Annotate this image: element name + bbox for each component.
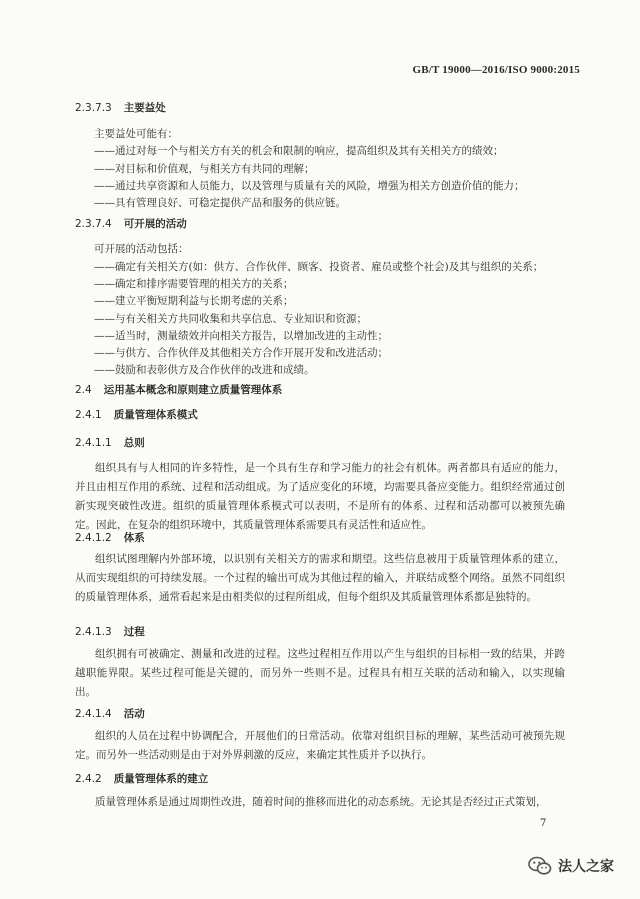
paragraph-process: 组织拥有可被确定、测量和改进的过程。这些过程相互作用以产生与组织的目标相一致的结果，并跨越职能界限。某些过程可能是关键的，而另外一些则不是。过程具有相互关联的活动和输入，以实现输出。 (75, 648, 565, 698)
paragraph-activities: 组织的人员在过程中协调配合，开展他们的日常活动。依靠对组织目标的理解，某些活动可被预先规定。而另外一些活动则是由于对外界刺激的反应，来确定其性质并予以执行。 (75, 730, 565, 761)
section-heading-2-3-7-3 (75, 100, 166, 115)
section-heading-2-4-1-4 (75, 706, 145, 721)
section-heading-2-4-1 (75, 407, 198, 422)
list-item: ——确定和排序需要管理的相关方的关系； (94, 278, 294, 290)
section-number: 2.3.7.3 (75, 102, 112, 114)
list-item: ——与供方、合作伙伴及其他相关方合作开展开发和改进活动； (94, 347, 388, 359)
watermark-text: 法人之家 (558, 859, 614, 875)
section-number: 2.4.1 (75, 409, 102, 421)
paragraph-establishment: 质量管理体系是通过周期性改进，随着时间的推移而进化的动态系统。无论其是否经过正式策划， (95, 796, 547, 808)
section-number: 2.4.2 (75, 773, 102, 785)
section-heading-2-4-2 (75, 771, 208, 786)
list-item: ——通过对每一个与相关方有关的机会和限制的响应，提高组织及其有关相关方的绩效； (94, 145, 504, 157)
list-item: ——具有管理良好、可稳定提供产品和服务的供应链。 (94, 197, 346, 209)
section-title: 活动 (123, 708, 145, 720)
page-number: 7 (540, 818, 547, 829)
section-number: 2.4.1.1 (75, 437, 112, 449)
section-number: 2.4.1.3 (75, 626, 112, 638)
list-item: ——鼓励和表彰供方及合作伙伴的改进和成绩。 (94, 364, 315, 376)
list-item: ——对目标和价值观，与相关方有共同的理解； (94, 163, 315, 175)
section-number: 2.4.1.4 (75, 708, 112, 720)
section-title: 体系 (123, 532, 145, 544)
list-item: ——通过共享资源和人员能力，以及管理与质量有关的风险，增强为相关方创造价值的能力； (94, 180, 525, 192)
section-heading-2-4 (75, 382, 282, 397)
wechat-icon (528, 856, 552, 876)
list-item: ——与有关相关方共同收集和共享信息、专业知识和资源； (94, 313, 367, 325)
section-title: 质量管理体系模式 (113, 409, 198, 421)
section-heading-2-3-7-4 (75, 216, 187, 231)
list-item: ——适当时，测量绩效并向相关方报告，以增加改进的主动性； (94, 330, 388, 342)
section-number: 2.4.1.2 (75, 532, 112, 544)
section-title: 过程 (123, 626, 145, 638)
standard-number-header: GB/T 19000—2016/ISO 9000:2015 (412, 64, 580, 76)
section-number: 2.4 (75, 384, 92, 396)
section-intro: 可开展的活动包括： (94, 243, 189, 255)
section-title: 主要益处 (123, 102, 166, 114)
paragraph-system: 组织试图理解内外部环境，以识别有关相关方的需求和期望。这些信息被用于质量管理体系的建立，从而实现组织的可持续发展。一个过程的输出可成为其他过程的输入，并联结成整个网络。虽然不同组织的质量管理体系，通常看起来是由相类似的过程所组成，但每个组织及其质量管理体系都是独特的。 (75, 553, 565, 603)
section-title: 质量管理体系的建立 (113, 773, 209, 785)
section-heading-2-4-1-3 (75, 624, 145, 639)
list-item: ——建立平衡短期利益与长期考虑的关系； (94, 295, 294, 307)
paragraph-general: 组织具有与人相同的许多特性，是一个具有生存和学习能力的社会有机体。两者都具有适应的能力，并且由相互作用的系统、过程和活动组成。为了适应变化的环境，均需要具备应变能力。组织经常通过创新实现突破性改进。组织的质量管理体系模式可以表明，不是所有的体系、过程和活动都可以被预先确定。因此，在复杂的组织环境中，其质量管理体系需要具有灵活性和适应性。 (75, 462, 565, 531)
section-number: 2.3.7.4 (75, 218, 112, 230)
section-heading-2-4-1-2 (75, 530, 145, 545)
section-title: 运用基本概念和原则建立质量管理体系 (103, 384, 283, 396)
wechat-watermark (528, 856, 614, 876)
section-intro: 主要益处可能有： (94, 128, 178, 140)
section-title: 可开展的活动 (123, 218, 187, 230)
list-item: ——确定有关相关方(如：供方、合作伙伴、顾客、投资者、雇员或整个社会)及其与组织的关系； (94, 261, 544, 273)
section-title: 总则 (123, 437, 145, 449)
section-heading-2-4-1-1 (75, 435, 145, 450)
